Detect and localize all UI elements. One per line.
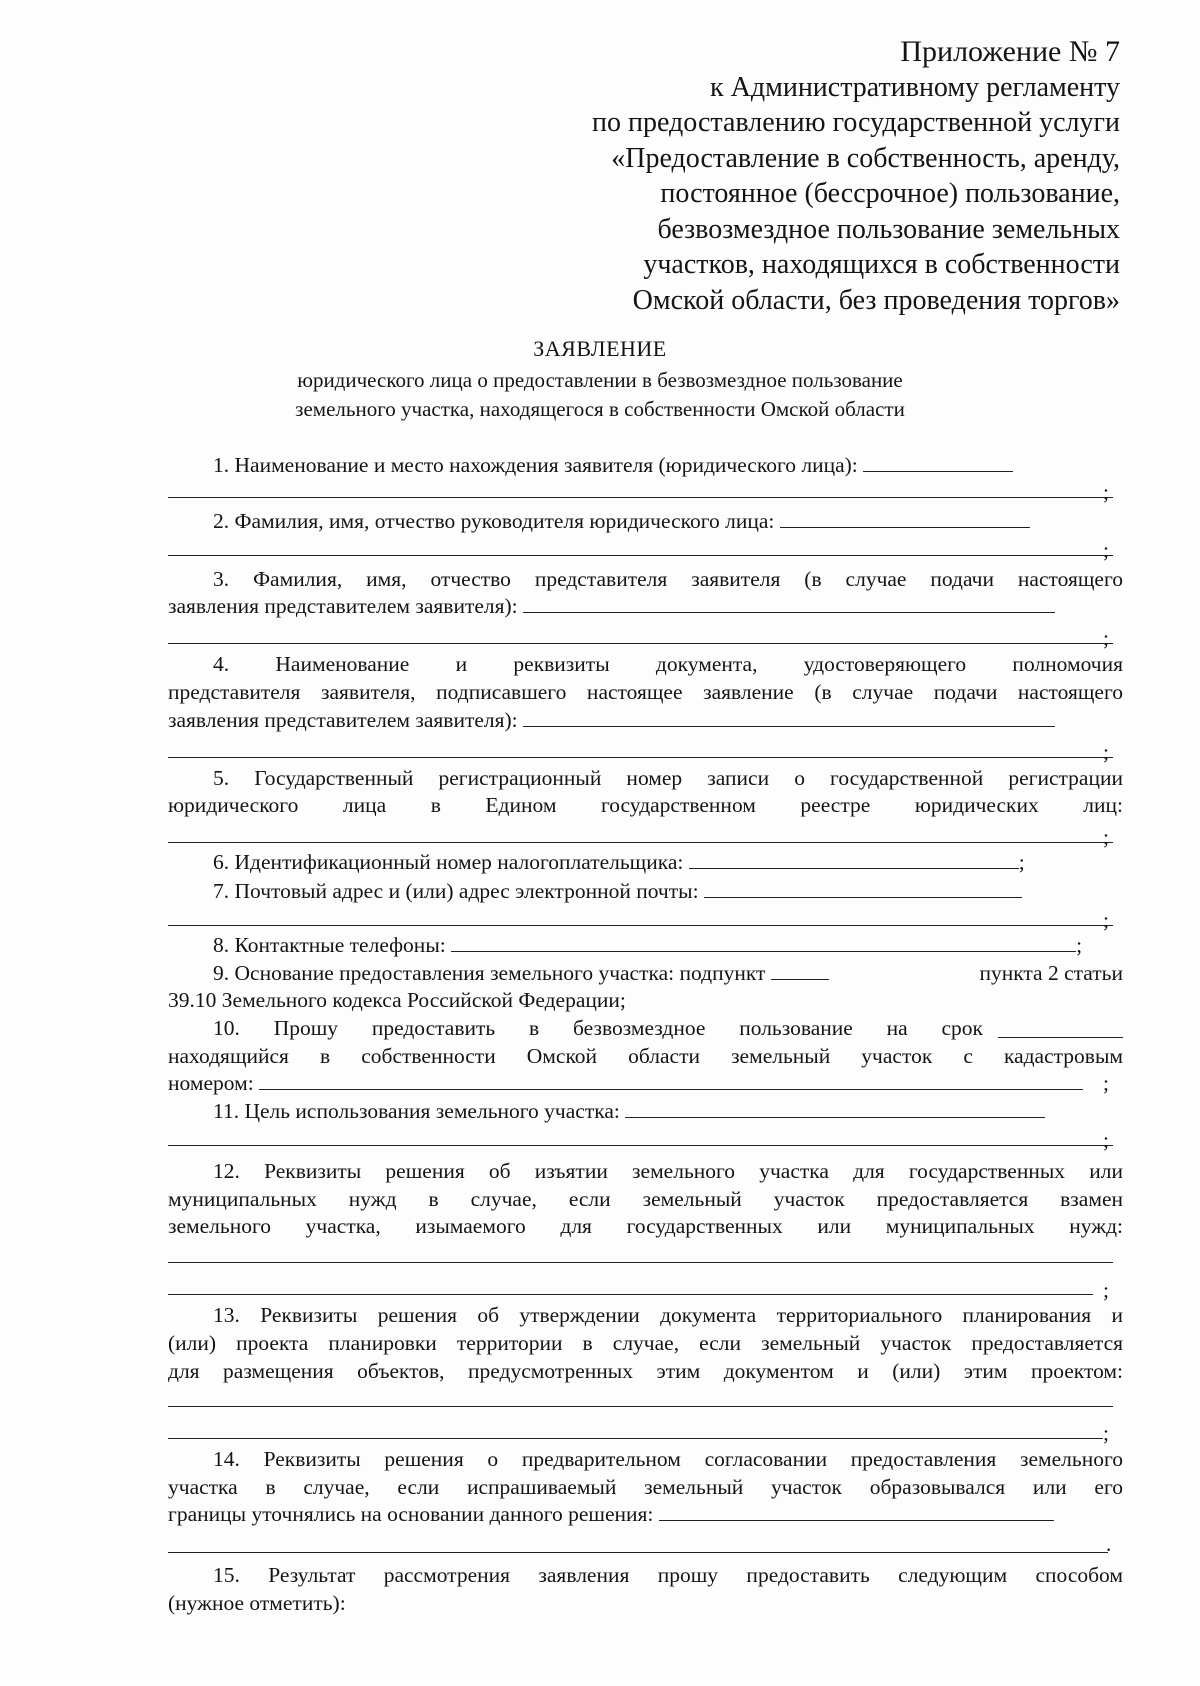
item-14-input[interactable] (659, 1502, 1054, 1521)
item-4-input[interactable] (523, 708, 1055, 727)
header-line: постоянное (бессрочное) пользование, (660, 178, 1120, 209)
document-subtitle (0, 366, 1200, 424)
item-8-label: 8. Контактные телефоны: (213, 933, 446, 957)
item-9-label-end: пункта 2 статьи (979, 961, 1123, 985)
item-10-line-1 (168, 1015, 1123, 1041)
item-3-line-2 (168, 593, 1123, 619)
item-9-line-2: 39.10 Земельного кодекса Российской Федерации; (168, 988, 626, 1012)
item-5-semicolon: ; (1103, 825, 1109, 849)
header-line: участков, находящихся в собственности (643, 249, 1120, 280)
item-7 (168, 878, 1123, 904)
item-13-input-line[interactable] (168, 1406, 1113, 1407)
item-10-line-2: находящийся в собственности Омской области земельный участок с кадастровым (168, 1044, 1123, 1068)
item-1 (168, 452, 1123, 478)
item-4-line-1: 4. Наименование и реквизиты документа, удостоверяющего полномочия (213, 652, 1123, 676)
header-line: «Предоставление в собственность, аренду, (611, 142, 1120, 174)
header-line: по предоставлению государственной услуги (592, 107, 1120, 138)
item-9-line-1 (168, 960, 1123, 986)
item-1-label: 1. Наименование и место нахождения заявителя (юридического лица): (213, 453, 858, 477)
item-12-line-3: земельного участка, изымаемого для государственных или муниципальных нужд: (168, 1214, 1123, 1238)
item-14-line-3 (168, 1501, 1123, 1527)
item-6-label: 6. Идентификационный номер налогоплательщика: (213, 850, 684, 874)
appendix-number: Приложение № 7 (900, 35, 1120, 68)
item-13-line-2: (или) проекта планировки территории в случае, если земельный участок предоставляется (168, 1331, 1123, 1355)
item-14-label: границы уточнялись на основании данного решения: (168, 1502, 654, 1526)
item-7-label: 7. Почтовый адрес и (или) адрес электронной почты: (213, 879, 699, 903)
item-3-line-1: 3. Фамилия, имя, отчество представителя заявителя (в случае подачи настоящего (213, 567, 1123, 591)
item-5-line-1: 5. Государственный регистрационный номер записи о государственной регистрации (213, 766, 1123, 790)
item-8 (168, 932, 1123, 958)
item-11-input-line[interactable] (168, 1145, 1113, 1146)
item-2-input-line[interactable] (168, 555, 1113, 556)
item-4-line-3 (168, 707, 1123, 733)
item-10-term-input[interactable] (998, 1019, 1123, 1038)
item-12-line-2: муниципальных нужд в случае, если земельный участок предоставляется взамен (168, 1187, 1123, 1211)
item-8-input[interactable] (451, 933, 1076, 952)
item-8-semicolon: ; (1076, 933, 1083, 957)
item-14-period: . (1106, 1532, 1112, 1556)
item-7-input-line[interactable] (168, 925, 1113, 926)
item-14-input-line[interactable] (168, 1552, 1108, 1553)
subtitle-line: юридического лица о предоставлении в безвозмездное пользование (297, 368, 903, 392)
item-14-line-1: 14. Реквизиты решения о предварительном согласовании предоставления земельного (213, 1447, 1123, 1471)
item-1-semicolon: ; (1103, 480, 1109, 504)
item-10-cadastral-input[interactable] (259, 1071, 1083, 1090)
item-6-semicolon: ; (1018, 850, 1025, 874)
item-12-input-line[interactable] (168, 1294, 1093, 1295)
appendix-header (592, 34, 1120, 318)
subtitle-line: земельного участка, находящегося в собственности Омской области (295, 397, 905, 421)
item-1-input-line[interactable] (168, 497, 1113, 498)
item-5-input-line[interactable] (168, 842, 1113, 843)
item-12-input-line[interactable] (168, 1262, 1113, 1263)
item-13-line-3: для размещения объектов, предусмотренных этим документом и (или) этим проектом: (168, 1359, 1123, 1383)
item-3-input[interactable] (523, 594, 1055, 613)
item-10-line-3 (168, 1070, 1123, 1096)
item-11-semicolon: ; (1103, 1128, 1109, 1152)
item-15-line-2: (нужное отметить): (168, 1591, 346, 1615)
item-11 (168, 1098, 1123, 1124)
item-11-label: 11. Цель использования земельного участка: (213, 1099, 620, 1123)
item-4-label: заявления представителем заявителя): (168, 708, 518, 732)
header-line: безвозмездное пользование земельных (657, 213, 1120, 245)
item-10-semicolon: ; (1103, 1071, 1109, 1095)
item-9-label: 9. Основание предоставления земельного участка: подпункт (213, 961, 766, 985)
item-3-input-line[interactable] (168, 643, 1113, 644)
item-15-line-1: 15. Результат рассмотрения заявления прошу предоставить следующим способом (213, 1563, 1123, 1587)
item-4-semicolon: ; (1103, 740, 1109, 764)
item-2-input[interactable] (780, 509, 1030, 528)
item-4-line-2: представителя заявителя, подписавшего настоящее заявление (в случае подачи настоящего (168, 680, 1123, 704)
item-4-input-line[interactable] (168, 757, 1113, 758)
item-13-semicolon: ; (1103, 1421, 1109, 1445)
document-title: ЗАЯВЛЕНИЕ (533, 336, 667, 361)
item-10-label: 10. Прошу предоставить в безвозмездное пользование на срок (213, 1016, 983, 1040)
item-6-input[interactable] (689, 850, 1019, 869)
item-5-line-2: юридического лица в Едином государственном реестре юридических лиц: (168, 793, 1123, 817)
item-2-label: 2. Фамилия, имя, отчество руководителя юридического лица: (213, 509, 775, 533)
header-line: Омской области, без проведения торгов» (632, 284, 1120, 316)
item-6 (168, 849, 1123, 875)
item-13-input-line[interactable] (168, 1438, 1103, 1439)
item-12-line-1: 12. Реквизиты решения об изъятии земельного участка для государственных или (213, 1159, 1123, 1183)
item-3-label: заявления представителем заявителя): (168, 594, 518, 618)
item-10-cadastral-label: номером: (168, 1071, 254, 1095)
item-12-semicolon: ; (1103, 1278, 1109, 1302)
header-line: к Административному регламенту (710, 71, 1120, 103)
item-14-line-2: участка в случае, если испрашиваемый земельный участок образовывался или его (168, 1475, 1123, 1499)
item-11-input[interactable] (625, 1099, 1045, 1118)
item-7-semicolon: ; (1103, 908, 1109, 932)
item-9-subpoint-input[interactable] (771, 961, 829, 980)
item-1-input[interactable] (863, 453, 1013, 472)
item-2 (168, 508, 1123, 534)
item-2-semicolon: ; (1103, 538, 1109, 562)
item-7-input[interactable] (704, 879, 1022, 898)
item-13-line-1: 13. Реквизиты решения об утверждении документа территориального планирования и (213, 1303, 1123, 1327)
item-3-semicolon: ; (1103, 626, 1109, 650)
